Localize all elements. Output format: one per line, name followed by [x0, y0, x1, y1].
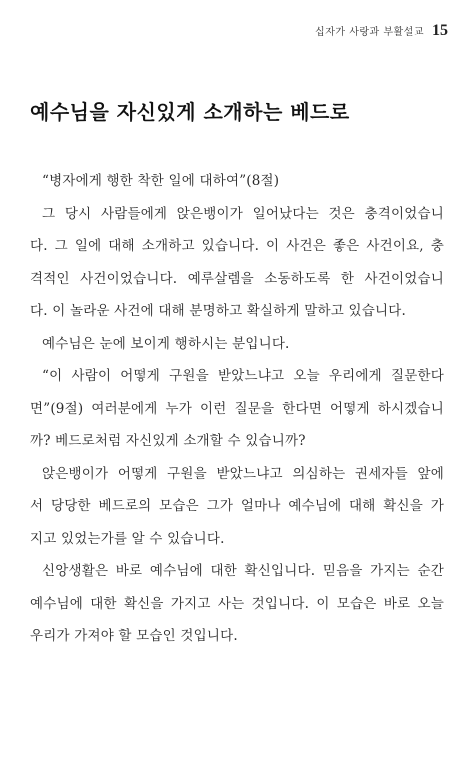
text-line: 면”(9절) 여러분에게 누가 이런 질문을 한다면 어떻게 하시겠습니	[30, 400, 444, 417]
text-line: 까? 베드로처럼 자신있게 소개할 수 있습니까?	[30, 433, 306, 449]
text-line: 다. 그 일에 대해 소개하고 있습니다. 이 사건은 좋은 사건이요, 충	[30, 238, 444, 254]
text-line: 다. 이 놀라운 사건에 대해 분명하고 확실하게 말하고 있습니다.	[30, 303, 406, 319]
text-line: 그 당시 사람들에게 앉은뱅이가 일어났다는 것은 충격이었습니	[42, 205, 444, 222]
text-line: 신앙생활은 바로 예수님에 대한 확신입니다. 믿음을 가지는 순간	[42, 563, 444, 579]
section-title: 예수님을 자신있게 소개하는 베드로	[30, 100, 350, 124]
text-line: “병자에게 행한 착한 일에 대하여”(8절)	[42, 173, 280, 189]
text-line: 지고 있었는가를 알 수 있습니다.	[30, 530, 225, 547]
text-line: 앉은뱅이가 어떻게 구원을 받았느냐고 의심하는 권세자들 앞에	[42, 465, 444, 482]
text-line: 우리가 가져야 할 모습인 것입니다.	[30, 628, 238, 644]
text-line: 서 당당한 베드로의 모습은 그가 얼마나 예수님에 대해 확신을 가	[30, 498, 444, 514]
text-line: 예수님은 눈에 보이게 행하시는 분입니다.	[42, 335, 290, 352]
running-header-title: 십자가 사랑과 부활설교	[315, 27, 424, 38]
text-line: 예수님에 대한 확신을 가지고 사는 것입니다. 이 모습은 바로 오늘	[30, 595, 444, 612]
text-line: 격적인 사건이었습니다. 예루살렘을 소동하도록 한 사건이었습니	[30, 270, 444, 287]
body-text	[30, 165, 444, 653]
text-line: “이 사람이 어떻게 구원을 받았느냐고 오늘 우리에게 질문한다	[42, 368, 444, 384]
page-number: 15	[432, 22, 448, 39]
running-header	[315, 22, 448, 40]
